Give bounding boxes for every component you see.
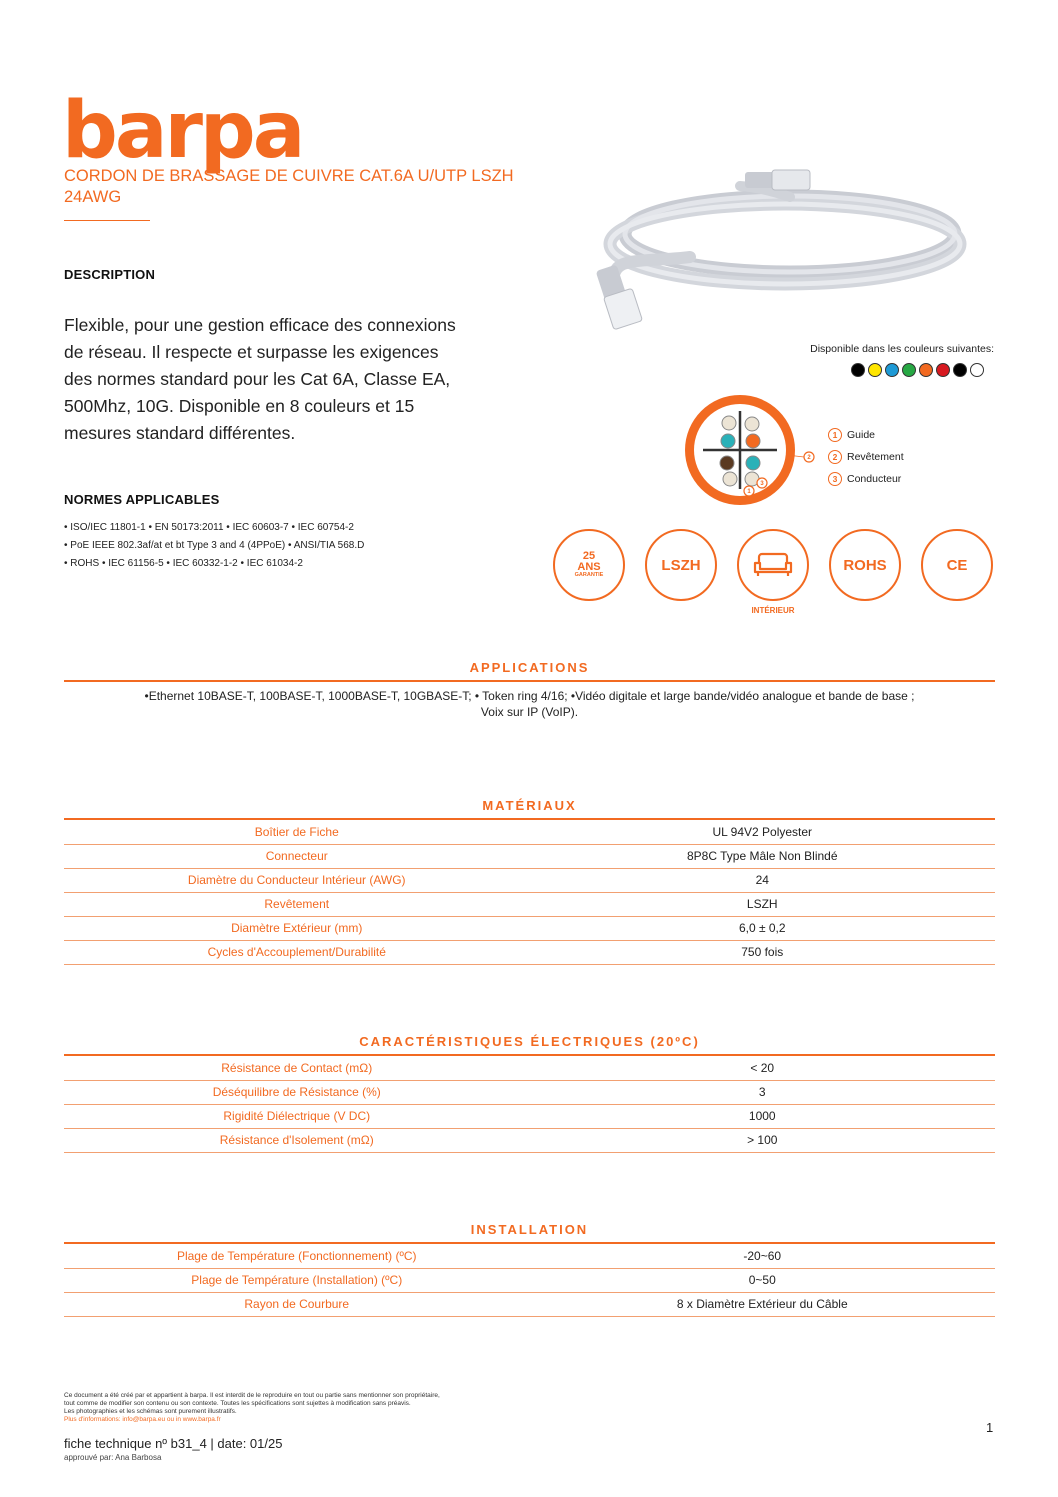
spec-value: 24 (530, 868, 996, 892)
warranty-label: GARANTIE (574, 572, 604, 579)
table-row (64, 1128, 995, 1152)
table-row (64, 892, 995, 916)
legend-label: Conducteur (847, 473, 902, 485)
spec-value: 1000 (530, 1104, 996, 1128)
applications-rule (64, 680, 995, 682)
installation-title: INSTALLATION (470, 1222, 589, 1237)
description-heading: DESCRIPTION (64, 267, 156, 282)
normes-line: • PoE IEEE 802.3af/at et bt Type 3 and 4 (4PPoE) • ANSI/TIA 568.D (64, 540, 365, 551)
electriques-title: CARACTÉRISTIQUES ÉLECTRIQUES (20ºC) (359, 1034, 700, 1049)
spec-value: UL 94V2 Polyester (530, 820, 996, 844)
color-swatch (953, 363, 967, 377)
table-row (64, 940, 995, 964)
contact-link[interactable]: Plus d'informations: info@barpa.eu ou in www.barpa.fr (64, 1416, 221, 1423)
svg-text:3: 3 (760, 481, 764, 487)
disclaimer-line: Ce document a été créé par et appartient à barpa. Il est interdit de le reproduire en tout ou partie sans mentionner son propriétaire, (64, 1392, 440, 1399)
warranty-unit: ANS (577, 561, 601, 574)
spec-key: Revêtement (64, 892, 530, 916)
spec-key: Plage de Température (Fonctionnement) (ºC) (64, 1244, 530, 1268)
spec-value: 750 fois (530, 940, 996, 964)
table-row (64, 820, 995, 844)
table-row (64, 916, 995, 940)
interior-badge (737, 529, 809, 601)
legend-label: Guide (847, 429, 876, 441)
spec-key: Résistance de Contact (mΩ) (64, 1056, 530, 1080)
warranty-badge (553, 529, 625, 601)
cross-section-legend (828, 424, 904, 490)
svg-text:2: 2 (807, 455, 811, 461)
color-swatch (970, 363, 984, 377)
normes-line: • ROHS • IEC 61156-5 • IEC 60332-1-2 • IEC 61034-2 (64, 558, 303, 569)
spec-value: 3 (530, 1080, 996, 1104)
title-divider (64, 220, 150, 221)
spec-key: Diamètre du Conducteur Intérieur (AWG) (64, 868, 530, 892)
page-number: 1 (986, 1420, 994, 1435)
legend-label: Revêtement (847, 451, 904, 463)
legend-number: 2 (828, 450, 842, 464)
color-swatches (851, 363, 984, 377)
installation-table (64, 1244, 995, 1317)
sofa-icon (752, 552, 794, 578)
spec-key: Cycles d'Accouplement/Durabilité (64, 940, 530, 964)
spec-value: 8P8C Type Mâle Non Blindé (530, 844, 996, 868)
color-swatch (885, 363, 899, 377)
legend-number: 1 (828, 428, 842, 442)
disclaimer-line: tout comme de modifier son contenu ou son contexte. Toutes les spécifications sont sujettes à modification sans préavis. (64, 1400, 411, 1407)
sheet-reference: fiche technique nº b31_4 | date: 01/25 (64, 1436, 283, 1451)
svg-text:1: 1 (747, 489, 751, 495)
lszh-badge: LSZH (645, 529, 717, 601)
cable-product-image (540, 162, 970, 342)
table-row (64, 868, 995, 892)
materiaux-title: MATÉRIAUX (482, 798, 577, 813)
colors-label: Disponible dans les couleurs suivantes: (810, 343, 994, 355)
table-row (64, 1244, 995, 1268)
footer-disclaimer (64, 1392, 534, 1424)
legend-item (828, 446, 904, 468)
ce-badge: CE (921, 529, 993, 601)
spec-value: 8 x Diamètre Extérieur du Câble (530, 1292, 996, 1316)
table-row (64, 844, 995, 868)
spec-value: -20~60 (530, 1244, 996, 1268)
product-title: CORDON DE BRASSAGE DE CUIVRE CAT.6A U/UTP LSZH 24AWG (64, 167, 514, 206)
table-row (64, 1104, 995, 1128)
spec-key: Rayon de Courbure (64, 1292, 530, 1316)
rohs-badge: ROHS (829, 529, 901, 601)
electriques-table (64, 1056, 995, 1153)
spec-value: < 20 (530, 1056, 996, 1080)
disclaimer-line: Les photographies et les schémas sont purement illustratifs. (64, 1408, 237, 1415)
table-row (64, 1268, 995, 1292)
cable-cross-section-diagram (683, 393, 823, 508)
table-row (64, 1292, 995, 1316)
legend-number: 3 (828, 472, 842, 486)
interior-caption: INTÉRIEUR (751, 606, 795, 615)
materiaux-table (64, 820, 995, 965)
applications-text (64, 688, 995, 720)
table-row (64, 1080, 995, 1104)
legend-item (828, 424, 904, 446)
spec-key: Rigidité Diélectrique (V DC) (64, 1104, 530, 1128)
spec-value: 6,0 ± 0,2 (530, 916, 996, 940)
warranty-years: 25 (582, 550, 596, 563)
color-swatch (868, 363, 882, 377)
applications-line: •Ethernet 10BASE-T, 100BASE-T, 1000BASE-T, 10GBASE-T; • Token ring 4/16; •Vidéo digitale et large bande/vidéo analogue et bande de base ; (144, 689, 915, 703)
normes-heading: NORMES APPLICABLES (64, 492, 220, 507)
legend-item (828, 468, 904, 490)
approved-by: approuvé par: Ana Barbosa (64, 1453, 162, 1462)
brand-logo: barpa (62, 86, 303, 176)
spec-value: LSZH (530, 892, 996, 916)
color-swatch (851, 363, 865, 377)
spec-key: Résistance d'Isolement (mΩ) (64, 1128, 530, 1152)
normes-list (64, 519, 514, 573)
spec-key: Diamètre Extérieur (mm) (64, 916, 530, 940)
spec-key: Boîtier de Fiche (64, 820, 530, 844)
spec-value: 0~50 (530, 1268, 996, 1292)
description-text: Flexible, pour une gestion efficace des connexions de réseau. Il respecte et surpasse les exigences des normes standard pour les Cat 6A, Classe EA, 500Mhz, 10G. Disponible en 8 couleurs et 15 mesures standard différentes. (64, 315, 456, 443)
spec-key: Déséquilibre de Résistance (%) (64, 1080, 530, 1104)
table-row (64, 1056, 995, 1080)
applications-line: Voix sur IP (VoIP). (480, 705, 579, 719)
color-swatch (902, 363, 916, 377)
normes-line: • ISO/IEC 11801-1 • EN 50173:2011 • IEC 60603-7 • IEC 60754-2 (64, 522, 354, 533)
color-swatch (936, 363, 950, 377)
spec-key: Plage de Température (Installation) (ºC) (64, 1268, 530, 1292)
spec-key: Connecteur (64, 844, 530, 868)
spec-value: > 100 (530, 1128, 996, 1152)
color-swatch (919, 363, 933, 377)
applications-title: APPLICATIONS (469, 660, 590, 675)
